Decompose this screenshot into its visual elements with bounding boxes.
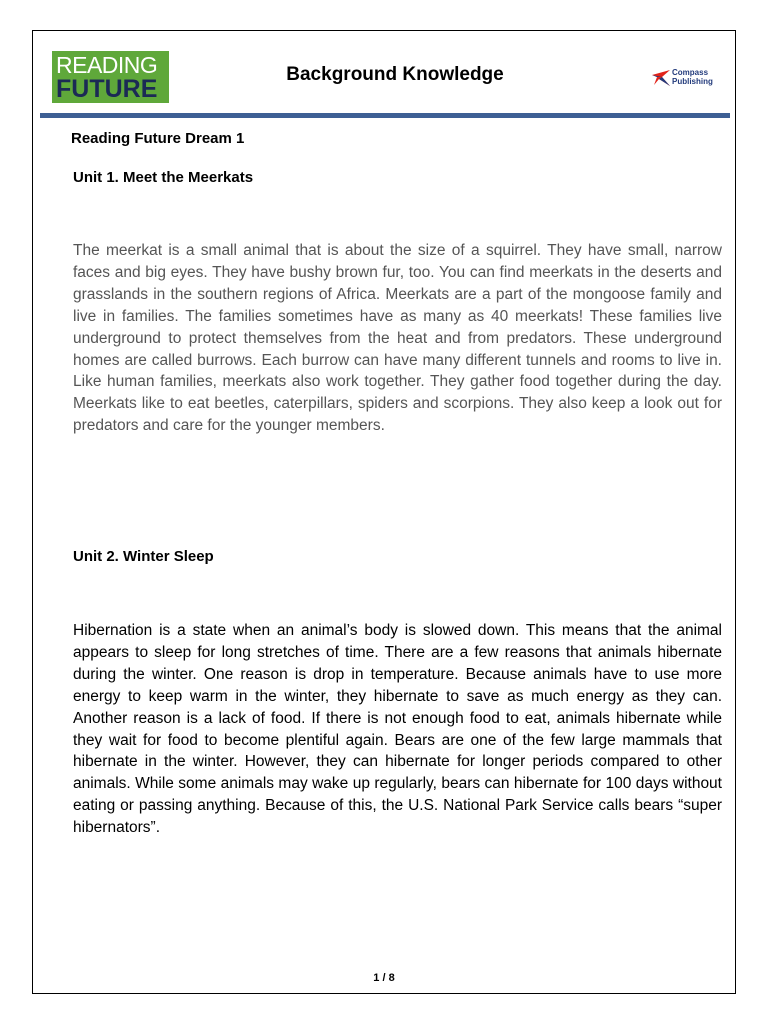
unit-2-paragraph: Hibernation is a state when an animal’s body is slowed down. This means that the animal appears to sleep for long stretches of time. There are a few reasons that animals hibernate during the winter. One reason is drop in temperature. Because animals have to use more energy to keep warm in the winter, they hibernate to save as much energy as they can. Another reason is a lack of food. If there is not enough food to eat, animals hibernate while they wait for food to become plentiful again. Bears are one of the few large mammals that hibernate in the winter. However, they can hibernate for longer periods compared to other animals. While some animals may wake up regularly, bears can hibernate for 100 days without eating or passing anything. Because of this, the U.S. National Park Service calls bears “super hibernators”. xyxy=(73,622,722,837)
header-divider xyxy=(40,113,730,118)
publisher-line1: Compass xyxy=(672,68,709,77)
publisher-name xyxy=(672,68,713,86)
unit-1-paragraph: The meerkat is a small animal that is about the size of a squirrel. They have small, narrow faces and big eyes. They have bushy brown fur, too. You can find meerkats in the deserts and grasslands in the southern regions of Africa. Meerkats are a part of the mongoose family and live in families. The families sometimes have as many as 40 meerkats! These families live underground to protect themselves from the heat and from predators. These underground homes are called burrows. Each burrow can have many different tunnels and rooms to live in. Like human families, meerkats also work together. They gather food together during the day. Meerkats like to eat beetles, caterpillars, spiders and scorpions. They also keep a look out for predators and care for the younger members. xyxy=(73,242,722,435)
page-number: 1 / 8 xyxy=(373,972,395,984)
unit-2-heading: Unit 2. Winter Sleep xyxy=(73,548,214,565)
publisher-line2: Publishing xyxy=(672,77,713,86)
reading-future-logo xyxy=(52,51,169,103)
compass-star-icon xyxy=(650,66,672,88)
page-title: Background Knowledge xyxy=(286,64,504,85)
unit-1-heading: Unit 1. Meet the Meerkats xyxy=(73,169,254,186)
book-title: Reading Future Dream 1 xyxy=(71,130,245,147)
compass-publishing-logo xyxy=(650,66,730,90)
logo-line2: FUTURE xyxy=(56,75,158,103)
logo-line1: READING xyxy=(56,52,158,78)
